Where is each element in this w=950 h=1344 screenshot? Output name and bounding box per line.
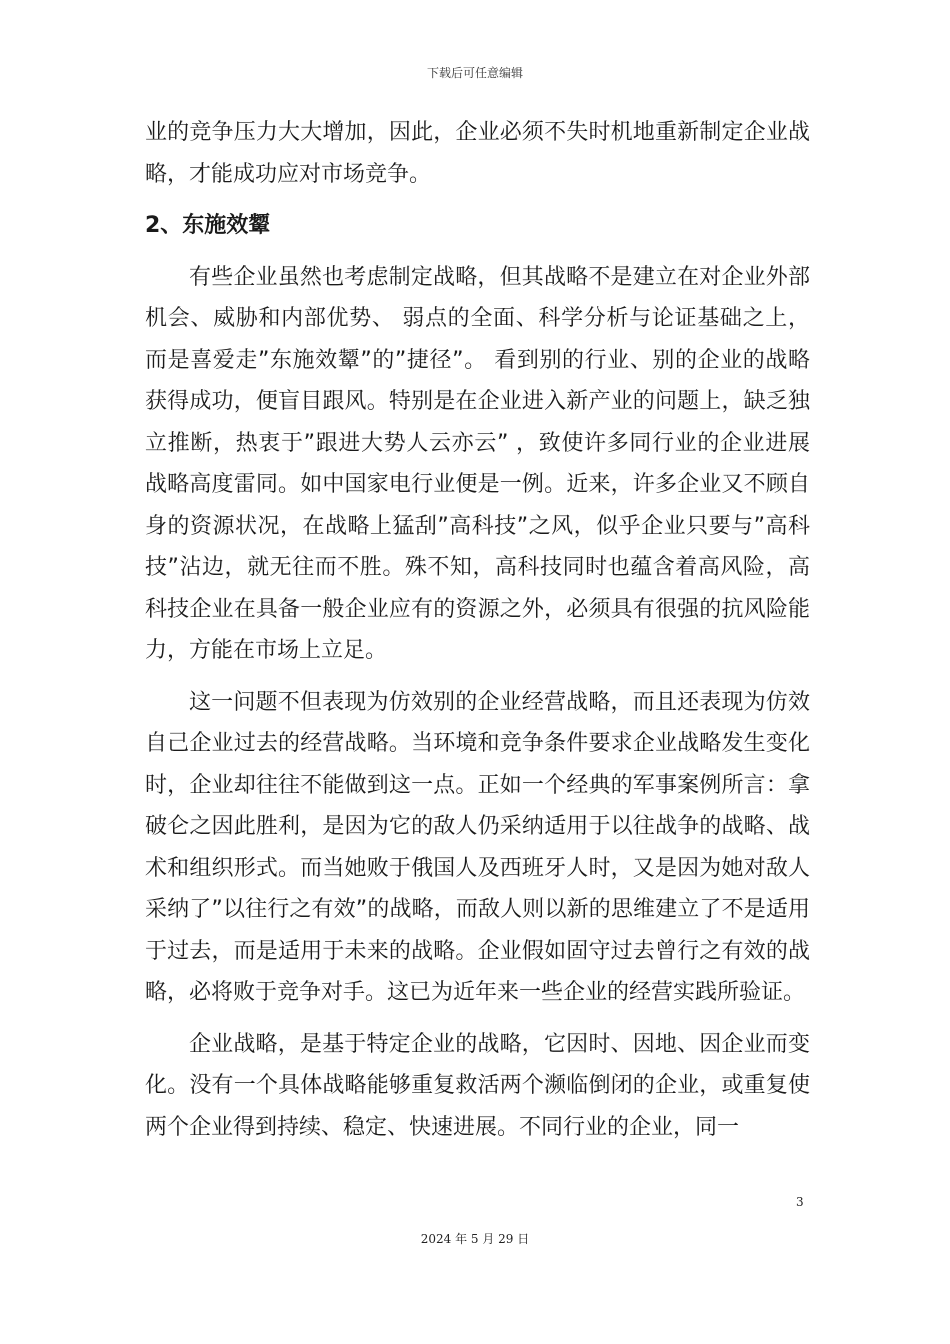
paragraph: 这一问题不但表现为仿效别的企业经营战略，而且还表现为仿效自己企业过去的经营战略。当环境和竞争条件要求企业战略发生变化时，企业却往往不能做到这一点。正如一个经典的军事案例所言：拿破仑之因此胜利，是因为它的敌人仍采纳适用于以往战争的战略、战术和组织形式。而当她败于俄国人及西班牙人时，又是因为她对敌人采纳了”以往行之有效”的战略，而敌人则以新的思维建立了不是适用于过去，而是适用于未来的战略。企业假如固守过去曾行之有效的战略，必将败于竞争对手。这已为近年来一些企业的经营实践所验证。	[145, 689, 810, 1005]
paragraph: 有些企业虽然也考虑制定战略，但其战略不是建立在对企业外部机会、威胁和内部优势、 弱点的全面、科学分析与论证基础之上，而是喜爱走”东施效颦”的”捷径”。 看到别的行业、别的企业的战略获得成功，便盲目跟风。特别是在企业进入新产业的问题上，缺乏独立推断，热衷于”跟进大势人云亦云” ，致使许多同行业的企业进展战略高度雷同。如中国家电行业便是一例。近来，许多企业又不顾自身的资源状况，在战略上猛刮”高科技”之风，似乎企业只要与”高科技”沾边，就无往而不胜。殊不知，高科技同时也蕴含着高风险，高科技企业在具备一般企业应有的资源之外，必须具有很强的抗风险能力，方能在市场上立足。	[145, 264, 810, 663]
paragraph: 企业战略，是基于特定企业的战略，它因时、因地、因企业而变化。没有一个具体战略能够重复救活两个濒临倒闭的企业，或重复使两个企业得到持续、稳定、快速进展。不同行业的企业，同一	[145, 1031, 810, 1140]
header-note: 下载后可任意编辑	[426, 66, 523, 80]
footer-date: 2024 年 5 月 29 日	[420, 1232, 530, 1246]
page-number: 3	[796, 1195, 804, 1209]
continuation-paragraph: 业的竞争压力大大增加，因此，企业必须不失时机地重新制定企业战略，才能成功应对市场竞争。	[145, 120, 810, 187]
section-heading: 2、东施效颦	[145, 213, 271, 238]
body-text	[145, 112, 810, 1148]
